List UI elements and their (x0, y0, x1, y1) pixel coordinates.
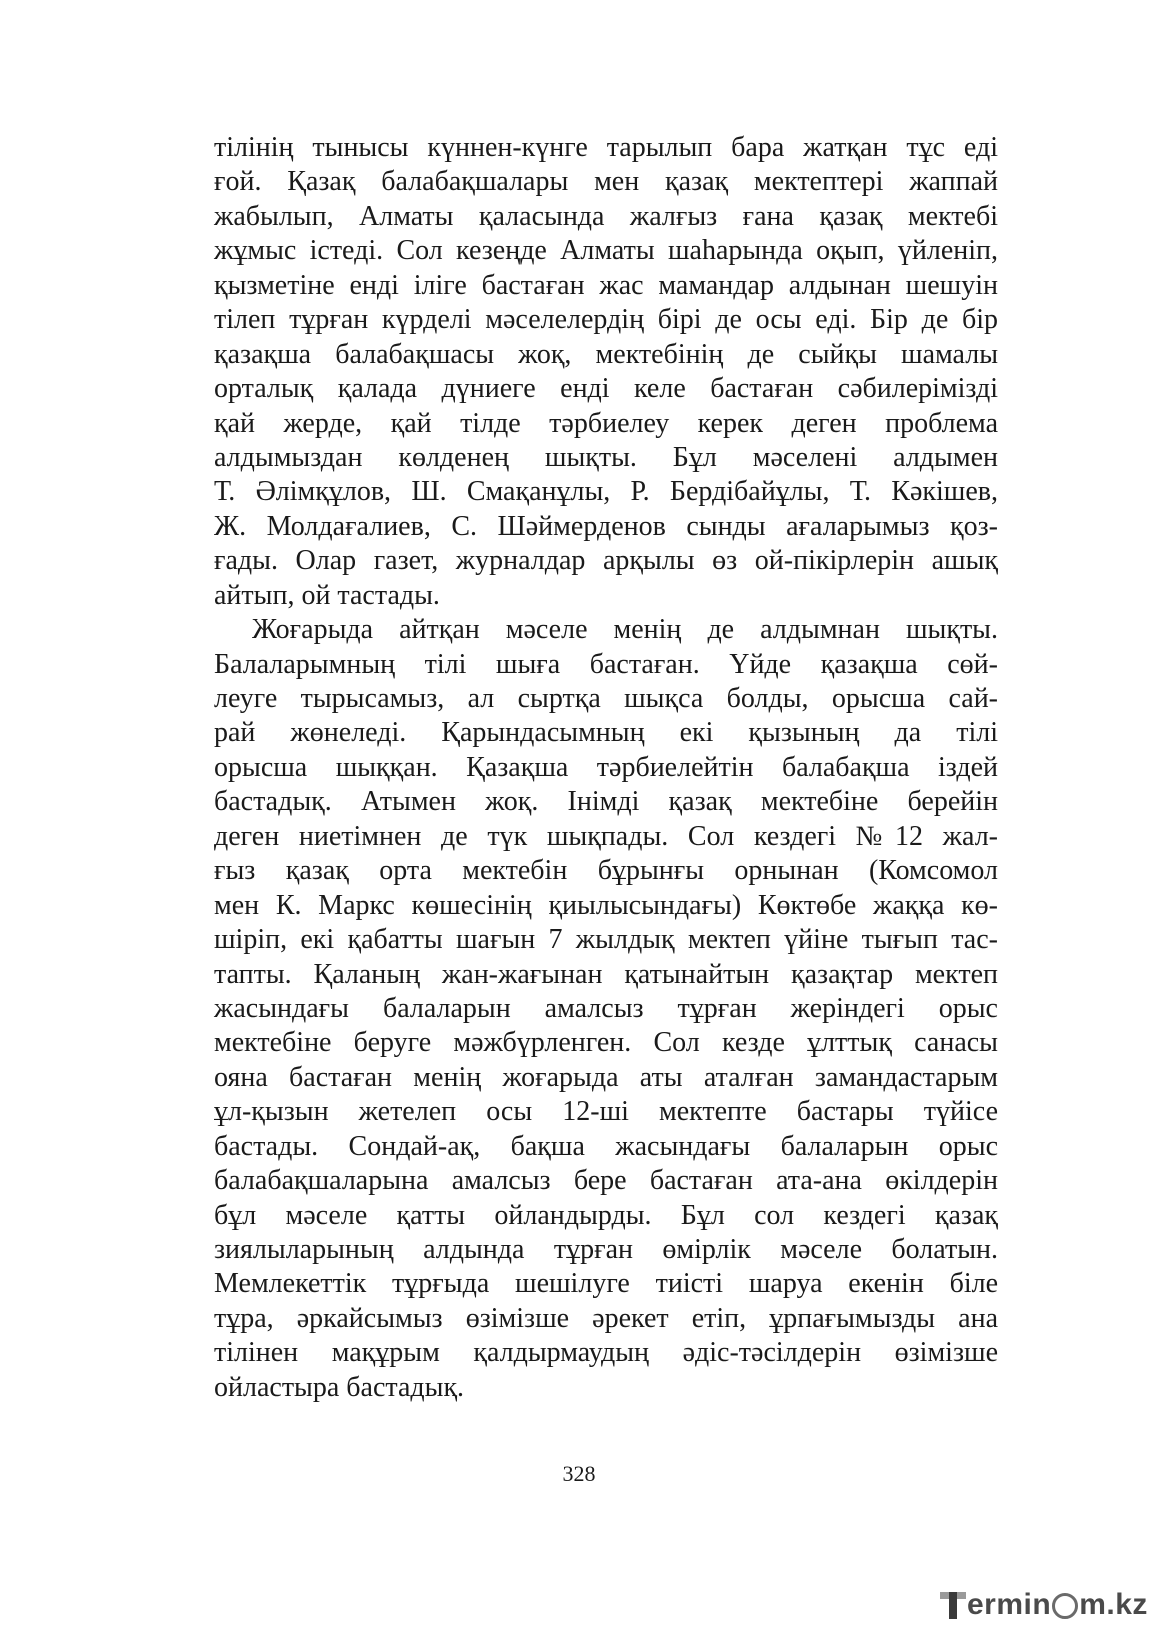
text-line: тілінің тынысы күннен-күнге тарылып бара жатқан тұс еді (214, 132, 998, 163)
text-line: Т. Әлімқұлов, Ш. Смақанұлы, Р. Бердібайұлы, Т. Кәкішев, (214, 476, 998, 508)
text-line: тұра, әркайсымыз өзімізше әрекет етіп, ұрпағымызды ана (214, 1302, 998, 1334)
text-line: ұл-қызын жетелеп осы 12-ші мектепте бастары түйісе (214, 1096, 998, 1128)
text-line: орысша шыққан. Қазақша тәрбиелейтін балабақша іздей (214, 751, 998, 783)
text-line: жабылып, Алматы қаласында жалғыз ғана қазақ мектебі (214, 200, 998, 232)
text-line: бастадық. Атымен жоқ. Інімді қазақ мектебіне берейін (214, 786, 998, 818)
text-line: Мемлекеттік тұрғыда шешілуге тиісті шаруа екенін біле (214, 1268, 998, 1300)
text-line: қазақша балабақшасы жоқ, мектебінің де сыйқы шамалы (214, 338, 998, 370)
text-line: тілінен мақұрым қалдырмаудың әдіс-тәсілдерін өзімізше (214, 1337, 998, 1369)
text-line: жасындағы балаларын амалсыз тұрған жеріндегі орыс (214, 992, 998, 1024)
text-line: ояна бастаған менің жоғарыда аты аталған замандастарым (214, 1061, 998, 1093)
text-line: тілеп тұрған күрделі мәселелердің бірі де осы еді. Бір де бір (214, 304, 998, 336)
page-number: 328 (562, 1461, 596, 1486)
text-line: мен К. Маркс көшесінің қиылысындағы) Көктөбе жаққа кө- (214, 889, 998, 921)
paragraph-first-line: Жоғарыда айтқан мәселе менің де алдымнан шықты. (252, 614, 998, 646)
text-line: Балаларымның тілі шыға бастаған. Үйде қазақша сөй- (214, 648, 998, 680)
text-line: рай жөнеледі. Қарындасымның екі қызының да тілі (214, 717, 998, 749)
text-line: деген ниетімнен де түк шықпады. Сол кездегі №12 жал- (214, 820, 998, 852)
text-line: леуге тырысамыз, ал сыртқа шықса болды, орысша сай- (214, 683, 998, 714)
text-line: бастады. Сондай-ақ, бақша жасындағы балаларын орыс (214, 1130, 998, 1162)
search-lens-icon (1052, 1593, 1078, 1619)
text-line: зиялыларының алдында тұрған өмірлік мәселе болатын. (214, 1234, 998, 1265)
paragraph-end-line: ойластыра бастадық. (214, 1371, 465, 1403)
t-logo-icon (940, 1590, 966, 1620)
text-line: орталық қалада дүниеге енді келе бастаған сәбилерімізді (214, 373, 998, 405)
text-line: бұл мәселе қатты ойландырды. Бұл сол кездегі қазақ (214, 1199, 998, 1231)
text-line: қай жерде, қай тілде тәрбиелеу керек деген проблема (214, 407, 998, 439)
text-line: алдымыздан көлденең шықты. Бұл мәселені алдымен (214, 441, 998, 473)
text-line: ғыз қазақ орта мектебін бұрынғы орнынан (Комсомол (214, 855, 998, 887)
site-logo (940, 1588, 1148, 1622)
text-line: ғады. Олар газет, журналдар арқылы өз ой-пікірлерін ашық (214, 545, 998, 577)
text-line: балабақшаларына амалсыз бере бастаған ата-ана өкілдерін (214, 1165, 998, 1197)
text-line: қызметіне енді іліге бастаған жас мамандар алдынан шешуін (214, 269, 998, 301)
logo-text-part2: m.kz (1079, 1588, 1148, 1621)
text-line: ғой. Қазақ балабақшалары мен қазақ мектептері жаппай (214, 166, 998, 198)
text-line: жұмыс істеді. Сол кезеңде Алматы шаһарында оқып, үйленіп, (214, 235, 998, 267)
paragraph-end-line: айтып, ой тастады. (214, 579, 440, 611)
logo-text-part1: ermin (967, 1588, 1052, 1621)
text-line: тапты. Қаланың жан-жағынан қатынайтын қазақтар мектеп (214, 958, 998, 990)
text-line: мектебіне беруге мәжбүрленген. Сол кезде ұлттық санасы (214, 1027, 998, 1059)
text-line: шіріп, екі қабатты шағын 7 жылдық мектеп үйіне тығып тас- (214, 924, 998, 956)
text-line: Ж. Молдағалиев, С. Шәймерденов сынды ағаларымыз қоз- (214, 510, 998, 542)
body-text (214, 131, 998, 1405)
